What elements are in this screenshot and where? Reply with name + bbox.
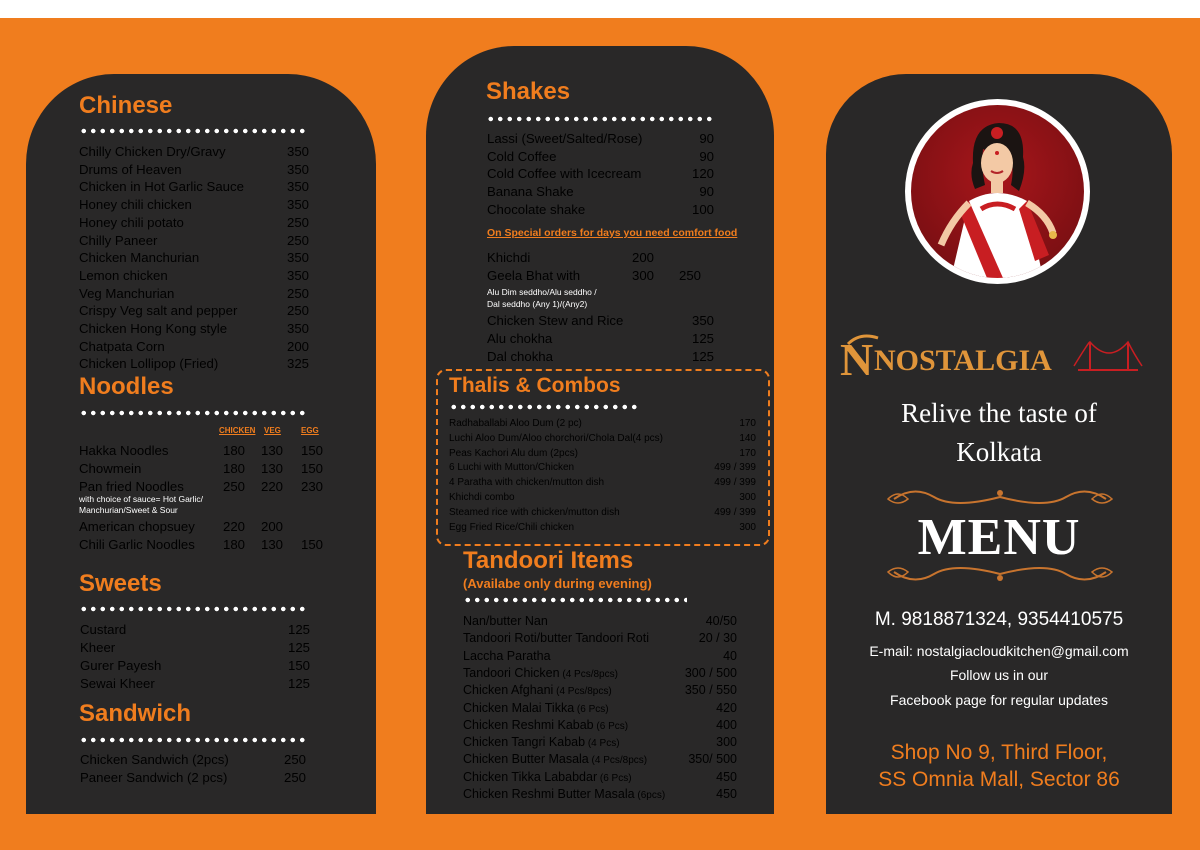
item-price-chicken: 180 (222, 443, 245, 458)
item-name (463, 752, 647, 766)
item-price: 300 (739, 492, 756, 503)
item-name: Chilly Paneer (79, 232, 158, 248)
item-price: 250 (286, 303, 309, 319)
item-name: Luchi Aloo Dum/Aloo chorchori/Chola Dal(4 pcs) (449, 432, 663, 444)
item-name (463, 787, 665, 801)
item-price: 40/50 (705, 614, 737, 628)
list-item (449, 462, 756, 474)
item-price: 350 (286, 250, 309, 266)
item-name (463, 683, 612, 697)
item-name: Chicken Manchurian (79, 250, 200, 266)
item-price-chicken: 250 (222, 479, 245, 494)
item-name: Chicken Hong Kong style (79, 321, 228, 336)
item-name (463, 770, 632, 784)
svg-text:N: N (840, 334, 874, 382)
item-name: Cold Coffee with Icecream (487, 166, 642, 182)
divider (449, 404, 639, 410)
item-price: 170 (739, 418, 756, 429)
item-name-text: Chicken Butter Masala (463, 752, 589, 767)
item-name: Veg Manchurian (79, 285, 175, 301)
item-name-text: Laccha Paratha (463, 648, 551, 663)
item-name: Pan fried Noodles (79, 479, 184, 494)
item-price-chicken: 180 (222, 537, 245, 552)
list-item (449, 521, 756, 533)
item-name-text: Chicken Tikka Lababdar (463, 769, 598, 784)
item-qty: (4 Pcs/8pcs) (588, 755, 648, 767)
item-name-text: Chicken Reshmi Kabab (463, 717, 594, 732)
item-price: 140 (739, 432, 756, 444)
dancer-icon (911, 105, 1084, 278)
item-qty: (4 Pcs) (585, 738, 620, 750)
tagline-line-2: Kolkata (956, 437, 1042, 467)
item-price: 200 (286, 338, 309, 354)
item-price: 350 (286, 267, 309, 283)
item-price: 250 (283, 752, 306, 767)
list-item (449, 477, 756, 489)
item-price-veg: 200 (260, 519, 283, 534)
item-qty: (6pcs) (634, 790, 666, 801)
follow-line-1: Follow us in our (949, 667, 1049, 683)
item-name: Chicken Stew and Rice (487, 313, 624, 328)
noodles-col-veg: VEG (264, 426, 281, 435)
list-item (449, 447, 756, 459)
special-note: On Special orders for days you need comfort food (487, 227, 738, 239)
item-price: 170 (739, 447, 756, 459)
item-price: 125 (287, 622, 310, 637)
logo-illustration (905, 99, 1090, 284)
item-name: Chicken Lollipop (Fried) (79, 356, 219, 372)
item-qty: (6 Pcs) (597, 772, 632, 784)
item-name: Dal chokha (487, 349, 553, 364)
item-price: 125 (287, 676, 310, 691)
item-qty: (4 Pcs/8pcs) (559, 668, 618, 680)
email-address[interactable]: E-mail: nostalgiacloudkitchen@gmail.com (869, 643, 1129, 659)
item-name: Banana Shake (487, 184, 574, 200)
item-name-text: Chicken Reshmi Butter Masala (463, 787, 635, 801)
divider (463, 597, 687, 603)
item-price: 90 (699, 184, 714, 200)
item-name (463, 735, 620, 749)
item-name (463, 666, 618, 680)
item-name (463, 701, 609, 715)
item-name: Custard (80, 622, 127, 637)
item-price: 350 (691, 313, 714, 328)
divider (79, 410, 307, 416)
tandoori-subtitle: (Availabe only during evening) (463, 576, 652, 591)
address-line-1: Shop No 9, Third Floor, (890, 741, 1108, 764)
item-price: 90 (699, 131, 714, 146)
item-price-egg: 150 (300, 461, 323, 476)
divider (486, 116, 714, 122)
item-name (463, 649, 551, 663)
item-price-veg: 130 (260, 537, 283, 552)
item-name: Egg Fried Rice/Chili chicken (449, 521, 575, 533)
item-price: 125 (691, 331, 714, 346)
item-name: Lemon chicken (79, 267, 168, 283)
item-price-chicken: 220 (222, 519, 245, 534)
tagline-line-1: Relive the taste of (901, 398, 1097, 428)
brand-name: NOSTALGIA (874, 344, 1052, 377)
item-name: Chili Garlic Noodles (79, 537, 195, 552)
item-price: 40 (723, 648, 737, 663)
item-name (463, 631, 649, 645)
item-name-text: Chicken Afghani (463, 683, 554, 698)
item-name-text: Tandoori Chicken (463, 665, 560, 680)
noodles-note-1: with choice of sauce= Hot Garlic/ (79, 494, 204, 504)
dancer-image (911, 105, 1084, 278)
item-price: 300 / 500 (684, 665, 737, 680)
item-price-egg: 150 (300, 443, 323, 458)
item-name: Kheer (80, 640, 116, 655)
brand-logo (838, 330, 1158, 382)
brand-logo-icon (838, 330, 1158, 382)
item-name-text: Chicken Malai Tikka (463, 700, 575, 715)
item-name (463, 718, 628, 732)
item-price: 350 / 550 (684, 683, 737, 698)
item-price: 200 (631, 250, 654, 265)
item-price: 450 (716, 787, 737, 801)
item-name: Honey chili potato (79, 214, 184, 230)
item-name: Chocolate shake (487, 201, 586, 217)
item-price-veg: 130 (260, 443, 283, 458)
item-price: 250 (286, 214, 309, 230)
item-name-text: Tandoori Roti/butter Tandoori Roti (463, 631, 649, 646)
item-name: Geela Bhat with (487, 268, 581, 283)
divider (79, 606, 307, 612)
item-price: 420 (716, 700, 737, 715)
item-name: Chilly Chicken Dry/Gravy (79, 144, 226, 159)
item-name: Chicken Sandwich (2pcs) (80, 752, 229, 767)
divider (79, 737, 307, 743)
item-name: Khichdi (487, 250, 531, 265)
divider (79, 128, 307, 134)
item-name: Gurer Payesh (80, 658, 162, 673)
item-price: 120 (691, 166, 714, 182)
list-item (449, 492, 756, 503)
item-price: 499 / 399 (714, 477, 756, 489)
item-name: 6 Luchi with Mutton/Chicken (449, 462, 575, 474)
noodles-title: Noodles (79, 373, 174, 400)
item-name: Lassi (Sweet/Salted/Rose) (487, 131, 643, 146)
item-price-egg: 230 (300, 479, 323, 494)
item-price-egg: 150 (300, 537, 323, 552)
item-price: 150 (287, 658, 310, 673)
item-price: 450 (716, 769, 737, 784)
noodles-note-2: Manchurian/Sweet & Sour (79, 505, 178, 515)
item-name: Crispy Veg salt and pepper (79, 303, 238, 319)
item-price: 350/ 500 (688, 752, 737, 767)
item-price: 300 (631, 268, 654, 283)
flourish-icon (884, 558, 1116, 588)
item-name: Sewai Kheer (80, 676, 155, 691)
item-price: 20 / 30 (698, 631, 737, 646)
ornament-bottom (884, 558, 1116, 593)
item-price: 499 / 399 (714, 506, 756, 518)
item-price: 300 (716, 735, 737, 750)
item-name: Drums of Heaven (79, 161, 182, 177)
item-name: 4 Paratha with chicken/mutton dish (449, 477, 605, 489)
item-price-veg: 220 (260, 479, 283, 494)
item-name: Chicken in Hot Garlic Sauce (79, 179, 244, 195)
item-price: 250 (678, 268, 701, 283)
item-name: Peas Kachori Alu dum (2pcs) (449, 447, 578, 459)
item-price: 350 (286, 179, 309, 195)
item-name: Alu chokha (487, 331, 553, 346)
item-qty: (6 Pcs) (593, 720, 629, 732)
item-name (463, 614, 548, 628)
menu-heading: MENU (917, 509, 1081, 566)
item-price: 250 (283, 770, 306, 785)
item-name-text: Nan/butter Nan (463, 614, 548, 628)
item-price: 350 (286, 197, 309, 213)
item-name: Steamed rice with chicken/mutton dish (449, 506, 620, 518)
chinese-title: Chinese (79, 92, 173, 119)
item-name: Hakka Noodles (79, 443, 169, 458)
phone-numbers: M. 9818871324, 9354410575 (874, 609, 1124, 630)
follow-line-2: Facebook page for regular updates (890, 692, 1108, 708)
item-name: Paneer Sandwich (2 pcs) (80, 770, 228, 785)
item-price: 300 (739, 521, 756, 533)
item-price: 350 (286, 144, 309, 159)
noodles-col-egg: EGG (301, 426, 319, 435)
item-price: 250 (286, 285, 309, 301)
item-price: 90 (699, 148, 714, 164)
thalis-title: Thalis & Combos (449, 374, 621, 397)
item-price: 125 (691, 349, 714, 364)
list-item (449, 418, 756, 429)
list-item (449, 506, 756, 518)
item-qty: (6 Pcs) (574, 703, 609, 715)
item-qty: (4 Pcs/8pcs) (553, 686, 612, 698)
special-sub-1: Alu Dim seddho/Alu seddho / (487, 287, 597, 297)
item-price-veg: 130 (260, 461, 283, 476)
item-price: 350 (286, 321, 309, 336)
noodles-col-chicken: CHICKEN (219, 426, 256, 435)
item-name-text: Chicken Tangri Kabab (463, 735, 586, 750)
sweets-title: Sweets (79, 570, 162, 597)
item-name: American chopsuey (79, 519, 195, 534)
item-price: 499 / 399 (714, 462, 756, 474)
item-name: Radhaballabi Aloo Dum (2 pc) (449, 418, 582, 429)
item-price: 325 (286, 356, 309, 372)
shakes-title: Shakes (486, 78, 571, 105)
item-name: Khichdi combo (449, 492, 515, 503)
item-price: 100 (691, 201, 714, 217)
item-price: 125 (287, 640, 310, 655)
item-name: Cold Coffee (487, 148, 557, 164)
item-price-chicken: 180 (222, 461, 245, 476)
item-price: 250 (286, 232, 309, 248)
list-item (449, 432, 756, 444)
item-name: Honey chili chicken (79, 197, 192, 213)
address-line-2: SS Omnia Mall, Sector 86 (878, 768, 1120, 791)
item-name: Chatpata Corn (79, 338, 165, 354)
item-price: 350 (286, 161, 309, 177)
special-sub-2: Dal seddho (Any 1)/(Any2) (487, 299, 588, 309)
sandwich-title: Sandwich (79, 700, 192, 727)
tandoori-title: Tandoori Items (463, 547, 634, 574)
item-price: 400 (716, 717, 737, 732)
item-name: Chowmein (79, 461, 142, 476)
